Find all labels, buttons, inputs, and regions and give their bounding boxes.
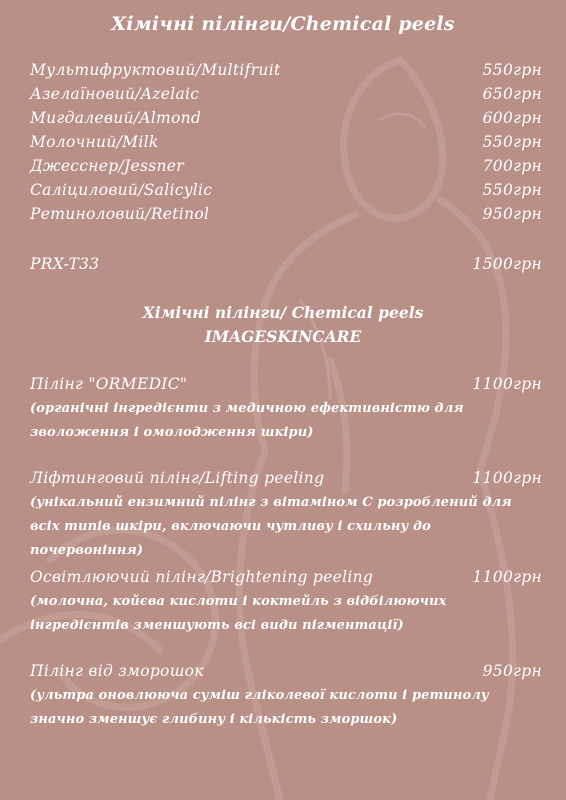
section-title-line: Хімічні пілінги/ Chemical peels <box>142 303 424 322</box>
price-row <box>30 205 542 229</box>
service-name: Мигдалевий/Almond <box>30 109 202 127</box>
price-row <box>30 109 542 133</box>
service-price: 1500грн <box>472 255 542 273</box>
service-name: Азелаїновий/Azelaic <box>30 85 200 103</box>
price-row <box>30 662 542 684</box>
service-name: PRX-T33 <box>30 255 100 273</box>
service-name: Ліфтинговий пілінг/Lifting peeling <box>30 469 325 487</box>
service-price: 700грн <box>482 157 542 175</box>
price-row <box>30 469 542 491</box>
service-price: 650грн <box>482 85 542 103</box>
service-price: 950грн <box>482 205 542 223</box>
service-name: Пілінг "ORMEDIC" <box>30 375 188 393</box>
prx-price-row <box>30 255 542 279</box>
service-name: Саліциловий/Salicylic <box>30 181 213 199</box>
service-price: 1100грн <box>472 469 542 487</box>
chemical-peels-price-list <box>30 61 542 229</box>
price-row <box>30 375 542 397</box>
service-description: (ультра оновлююча суміш гліколевої кислоти і ретинолу значно зменшує глибину і кількість зморшок) <box>30 688 489 727</box>
imageskincare-item <box>30 568 542 638</box>
service-description: (органічні інгредієнти з медичною ефективністю для зволоження і омолодження шкіри) <box>30 401 464 440</box>
service-price: 600грн <box>482 109 542 127</box>
price-row <box>30 61 542 85</box>
service-price: 550грн <box>482 181 542 199</box>
price-row <box>30 157 542 181</box>
price-row <box>30 568 542 590</box>
service-name: Ретиноловий/Retinol <box>30 205 210 223</box>
service-price: 1100грн <box>472 375 542 393</box>
section-brand-line: IMAGESKINCARE <box>204 327 362 346</box>
service-price: 550грн <box>482 61 542 79</box>
page-title: Хімічні пілінги/Chemical peels <box>111 13 455 35</box>
service-name: Освітлюючий пілінг/Brightening peeling <box>30 568 374 586</box>
price-row <box>30 181 542 205</box>
imageskincare-item <box>30 469 542 563</box>
imageskincare-section-title <box>0 301 566 349</box>
service-price: 950грн <box>482 662 542 680</box>
service-name: Пілінг від зморошок <box>30 662 204 680</box>
price-row <box>30 85 542 109</box>
imageskincare-item <box>30 375 542 445</box>
service-description: (унікальний ензимний пілінг з вітаміном С розроблений для всіх типів шкіри, включаючи чутливу і схильну до почервоніння) <box>30 495 512 558</box>
service-name: Молочний/Milk <box>30 133 159 151</box>
service-name: Джесснер/Jessner <box>30 157 184 175</box>
service-price: 550грн <box>482 133 542 151</box>
service-price: 1100грн <box>472 568 542 586</box>
service-name: Мультифруктовий/Multifruit <box>30 61 281 79</box>
service-description: (молочна, койєва кислоти і коктейль з відбілюючих інгредієнтів зменшують всі види пігментації) <box>30 594 447 633</box>
imageskincare-item <box>30 662 542 732</box>
price-row <box>30 133 542 157</box>
